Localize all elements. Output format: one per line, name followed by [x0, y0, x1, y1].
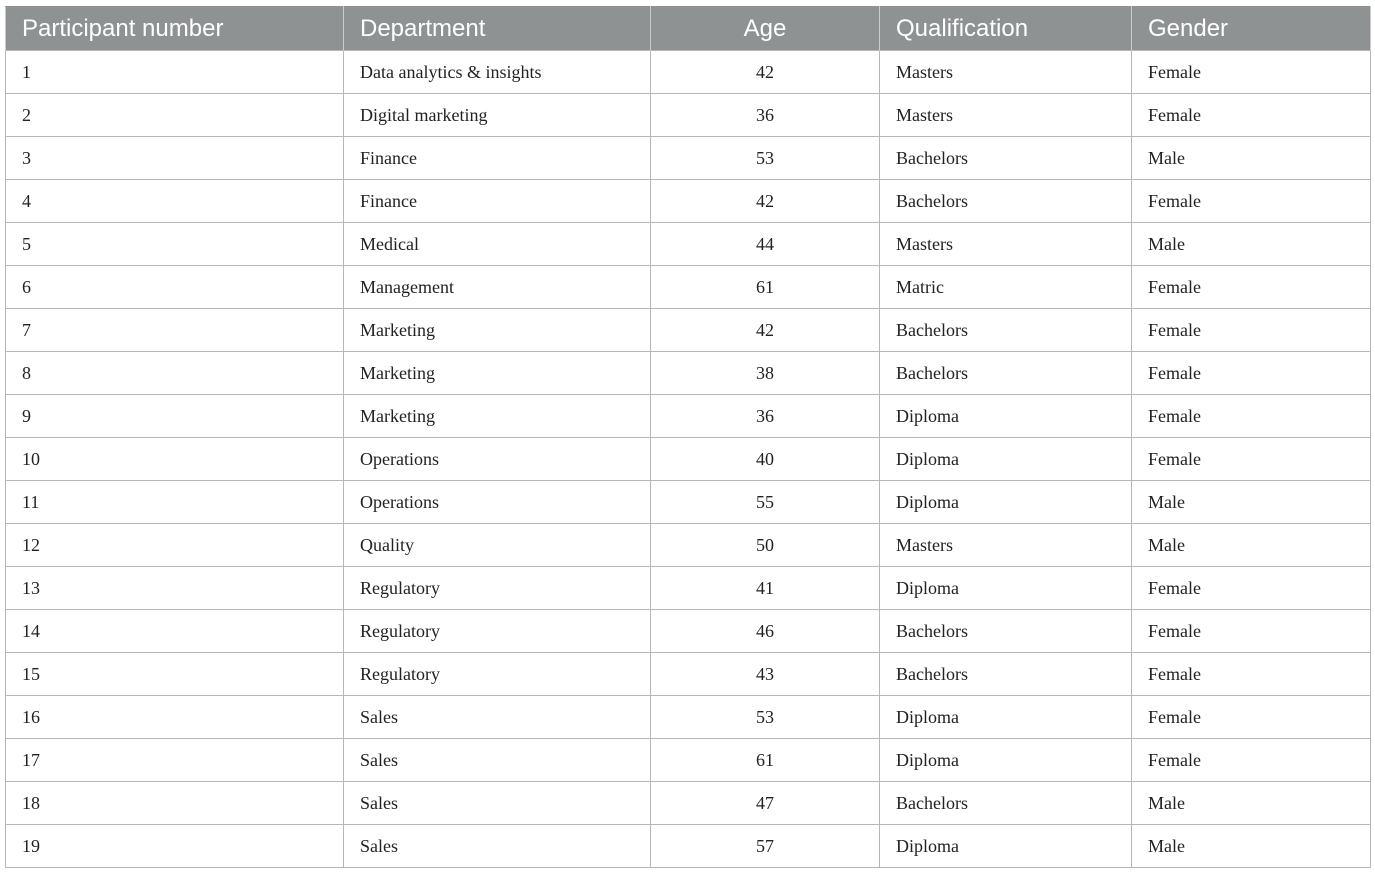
age-cell: 61: [651, 739, 880, 782]
department-cell: Regulatory: [344, 567, 651, 610]
age-cell: 50: [651, 524, 880, 567]
age-cell: 61: [651, 266, 880, 309]
header-department: Department: [344, 7, 651, 51]
age-cell: 43: [651, 653, 880, 696]
gender-cell: Female: [1132, 94, 1371, 137]
qualification-cell: Diploma: [880, 481, 1132, 524]
participant-number-cell: 5: [6, 223, 344, 266]
table-row: [6, 266, 1371, 309]
table-row: [6, 524, 1371, 567]
age-cell: 44: [651, 223, 880, 266]
header-participant-number: Participant number: [6, 7, 344, 51]
participant-number-cell: 2: [6, 94, 344, 137]
department-cell: Sales: [344, 782, 651, 825]
table-row: [6, 309, 1371, 352]
department-cell: Sales: [344, 696, 651, 739]
gender-cell: Female: [1132, 266, 1371, 309]
gender-cell: Male: [1132, 782, 1371, 825]
participant-number-cell: 14: [6, 610, 344, 653]
table-row: [6, 137, 1371, 180]
age-cell: 38: [651, 352, 880, 395]
table-row: [6, 51, 1371, 94]
qualification-cell: Diploma: [880, 739, 1132, 782]
department-cell: Marketing: [344, 352, 651, 395]
table-row: [6, 653, 1371, 696]
department-cell: Medical: [344, 223, 651, 266]
gender-cell: Female: [1132, 653, 1371, 696]
gender-cell: Male: [1132, 223, 1371, 266]
qualification-cell: Diploma: [880, 696, 1132, 739]
department-cell: Marketing: [344, 309, 651, 352]
department-cell: Marketing: [344, 395, 651, 438]
department-cell: Management: [344, 266, 651, 309]
department-cell: Sales: [344, 825, 651, 868]
age-cell: 55: [651, 481, 880, 524]
gender-cell: Female: [1132, 309, 1371, 352]
qualification-cell: Bachelors: [880, 610, 1132, 653]
table-row: [6, 94, 1371, 137]
table-row: [6, 825, 1371, 868]
table-row: [6, 395, 1371, 438]
department-cell: Operations: [344, 481, 651, 524]
gender-cell: Female: [1132, 696, 1371, 739]
participant-number-cell: 16: [6, 696, 344, 739]
gender-cell: Female: [1132, 180, 1371, 223]
gender-cell: Male: [1132, 524, 1371, 567]
qualification-cell: Masters: [880, 94, 1132, 137]
table-row: [6, 180, 1371, 223]
qualification-cell: Bachelors: [880, 352, 1132, 395]
table-row: [6, 739, 1371, 782]
header-gender: Gender: [1132, 7, 1371, 51]
gender-cell: Female: [1132, 567, 1371, 610]
table-row: [6, 223, 1371, 266]
participant-number-cell: 8: [6, 352, 344, 395]
participant-number-cell: 4: [6, 180, 344, 223]
participant-number-cell: 1: [6, 51, 344, 94]
department-cell: Regulatory: [344, 610, 651, 653]
age-cell: 47: [651, 782, 880, 825]
qualification-cell: Bachelors: [880, 180, 1132, 223]
age-cell: 46: [651, 610, 880, 653]
table-header: [6, 7, 1371, 51]
age-cell: 42: [651, 309, 880, 352]
gender-cell: Male: [1132, 481, 1371, 524]
age-cell: 53: [651, 696, 880, 739]
participants-table-container: [5, 6, 1370, 868]
age-cell: 42: [651, 51, 880, 94]
gender-cell: Male: [1132, 137, 1371, 180]
qualification-cell: Masters: [880, 51, 1132, 94]
department-cell: Operations: [344, 438, 651, 481]
qualification-cell: Bachelors: [880, 137, 1132, 180]
department-cell: Sales: [344, 739, 651, 782]
table-row: [6, 567, 1371, 610]
table-row: [6, 352, 1371, 395]
table-row: [6, 696, 1371, 739]
qualification-cell: Diploma: [880, 567, 1132, 610]
department-cell: Data analytics & insights: [344, 51, 651, 94]
participant-number-cell: 15: [6, 653, 344, 696]
gender-cell: Female: [1132, 610, 1371, 653]
qualification-cell: Masters: [880, 223, 1132, 266]
participant-number-cell: 9: [6, 395, 344, 438]
table-row: [6, 782, 1371, 825]
qualification-cell: Diploma: [880, 825, 1132, 868]
age-cell: 53: [651, 137, 880, 180]
participant-number-cell: 3: [6, 137, 344, 180]
qualification-cell: Bachelors: [880, 653, 1132, 696]
age-cell: 57: [651, 825, 880, 868]
gender-cell: Female: [1132, 395, 1371, 438]
gender-cell: Female: [1132, 352, 1371, 395]
header-row: [6, 7, 1371, 51]
participant-number-cell: 12: [6, 524, 344, 567]
participant-number-cell: 7: [6, 309, 344, 352]
participant-number-cell: 17: [6, 739, 344, 782]
age-cell: 40: [651, 438, 880, 481]
table-body: [6, 51, 1371, 868]
participant-number-cell: 13: [6, 567, 344, 610]
table-row: [6, 438, 1371, 481]
age-cell: 36: [651, 94, 880, 137]
department-cell: Regulatory: [344, 653, 651, 696]
department-cell: Finance: [344, 137, 651, 180]
qualification-cell: Bachelors: [880, 309, 1132, 352]
department-cell: Quality: [344, 524, 651, 567]
age-cell: 41: [651, 567, 880, 610]
qualification-cell: Bachelors: [880, 782, 1132, 825]
department-cell: Finance: [344, 180, 651, 223]
participants-table: [5, 6, 1371, 868]
table-row: [6, 481, 1371, 524]
header-age: Age: [651, 7, 880, 51]
qualification-cell: Diploma: [880, 395, 1132, 438]
gender-cell: Female: [1132, 438, 1371, 481]
header-qualification: Qualification: [880, 7, 1132, 51]
participant-number-cell: 18: [6, 782, 344, 825]
participant-number-cell: 10: [6, 438, 344, 481]
qualification-cell: Diploma: [880, 438, 1132, 481]
participant-number-cell: 6: [6, 266, 344, 309]
qualification-cell: Masters: [880, 524, 1132, 567]
gender-cell: Male: [1132, 825, 1371, 868]
gender-cell: Female: [1132, 739, 1371, 782]
department-cell: Digital marketing: [344, 94, 651, 137]
participant-number-cell: 11: [6, 481, 344, 524]
qualification-cell: Matric: [880, 266, 1132, 309]
table-row: [6, 610, 1371, 653]
gender-cell: Female: [1132, 51, 1371, 94]
age-cell: 36: [651, 395, 880, 438]
participant-number-cell: 19: [6, 825, 344, 868]
age-cell: 42: [651, 180, 880, 223]
